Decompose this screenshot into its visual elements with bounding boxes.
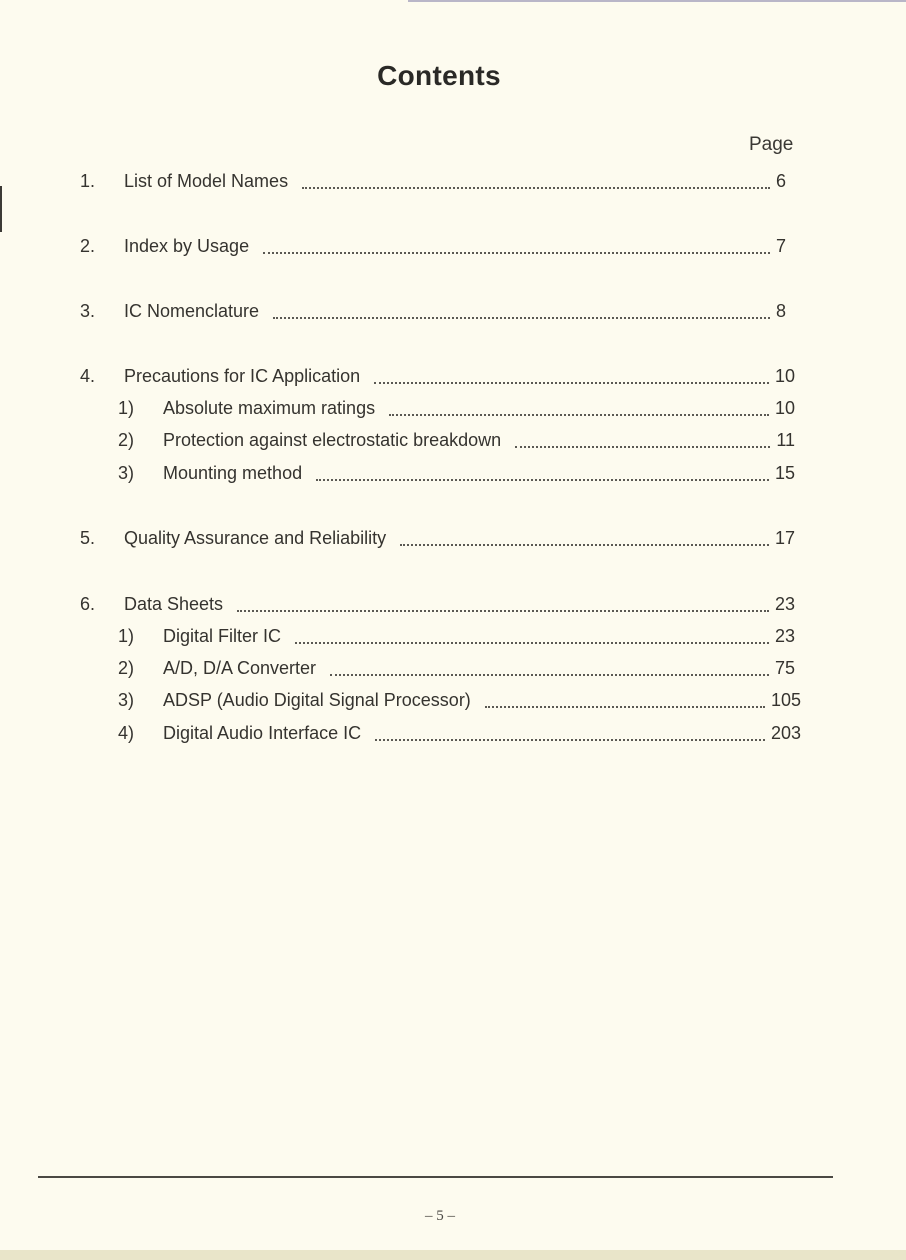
toc-entry-page: 10 (774, 398, 795, 418)
toc-entry-number: 1) (118, 626, 135, 646)
toc-entry-label: IC Nomenclature (124, 298, 263, 324)
toc-entry (118, 687, 801, 713)
toc-entry-number: 4. (80, 366, 96, 386)
toc-entry-label: Protection against electrostatic breakdown (163, 427, 505, 453)
toc-entry (118, 655, 795, 681)
left-margin-mark (0, 186, 2, 232)
toc-entry-number: 1. (80, 171, 96, 191)
toc-entry-label: Quality Assurance and Reliability (124, 525, 390, 551)
toc-entry-label: Digital Audio Interface IC (163, 720, 365, 746)
toc-entry-leader-dots (316, 476, 769, 481)
toc-entry-leader-dots (273, 314, 770, 319)
toc-entry-page: 23 (774, 626, 795, 646)
toc-entry-label: Absolute maximum ratings (163, 395, 379, 421)
toc-entry-number: 3. (80, 301, 96, 321)
toc-entry-page: 10 (774, 366, 795, 386)
toc-entry-leader-dots (375, 736, 765, 741)
page-number: – 5 – (425, 1208, 455, 1224)
toc-entry-leader-dots (237, 607, 769, 612)
toc-entry-number: 4) (118, 723, 135, 743)
toc-entry-page: 15 (774, 463, 795, 483)
toc-entry-leader-dots (515, 443, 770, 448)
toc-entry (80, 168, 786, 194)
toc-entry (80, 525, 795, 551)
page-title: Contents (377, 60, 501, 91)
toc-entry-page: 23 (774, 594, 795, 614)
toc-entry-page: 8 (775, 301, 786, 321)
toc-entry-leader-dots (302, 184, 770, 189)
toc-entry (118, 460, 795, 486)
toc-entry-number: 5. (80, 528, 96, 548)
toc-entry-number: 3) (118, 690, 135, 710)
toc-entry (118, 427, 795, 453)
toc-entry-label: Mounting method (163, 460, 306, 486)
toc-entry (80, 363, 795, 389)
toc-entry-number: 1) (118, 398, 135, 418)
toc-entry-label: A/D, D/A Converter (163, 655, 320, 681)
toc-entry-label: List of Model Names (124, 168, 292, 194)
toc-entry-label: ADSP (Audio Digital Signal Processor) (163, 687, 475, 713)
toc-entry-page: 17 (774, 528, 795, 548)
toc-entry-number: 2) (118, 430, 135, 450)
toc-entry-page: 7 (775, 236, 786, 256)
toc-entry-page: 6 (775, 171, 786, 191)
footer-rule (38, 1176, 833, 1178)
toc-entry (80, 298, 786, 324)
toc-entry-number: 2. (80, 236, 96, 256)
toc-entry-number: 2) (118, 658, 135, 678)
toc-entry-leader-dots (485, 703, 765, 708)
page-bottom-edge (0, 1250, 906, 1260)
toc-entry-leader-dots (295, 639, 769, 644)
toc-entry-page: 105 (770, 690, 801, 710)
toc-entry-leader-dots (263, 249, 770, 254)
toc-entry-leader-dots (330, 671, 769, 676)
toc-entry-label: Data Sheets (124, 591, 227, 617)
toc-entry (118, 623, 795, 649)
toc-entry-leader-dots (389, 411, 769, 416)
toc-entry-number: 6. (80, 594, 96, 614)
toc-entry-label: Digital Filter IC (163, 623, 285, 649)
toc-entry-page: 11 (776, 430, 795, 450)
page-column-heading: Page (749, 134, 794, 155)
toc-entry (80, 233, 786, 259)
toc-entry-number: 3) (118, 463, 135, 483)
toc-entry-page: 203 (770, 723, 801, 743)
toc-entry (118, 720, 801, 746)
toc-entry-leader-dots (374, 379, 769, 384)
toc-entry-label: Precautions for IC Application (124, 363, 364, 389)
toc-entry-page: 75 (774, 658, 795, 678)
top-edge-rule (408, 0, 906, 2)
toc-entry-label: Index by Usage (124, 233, 253, 259)
toc-entry-leader-dots (400, 541, 769, 546)
toc-entry (118, 395, 795, 421)
toc-entry (80, 591, 795, 617)
